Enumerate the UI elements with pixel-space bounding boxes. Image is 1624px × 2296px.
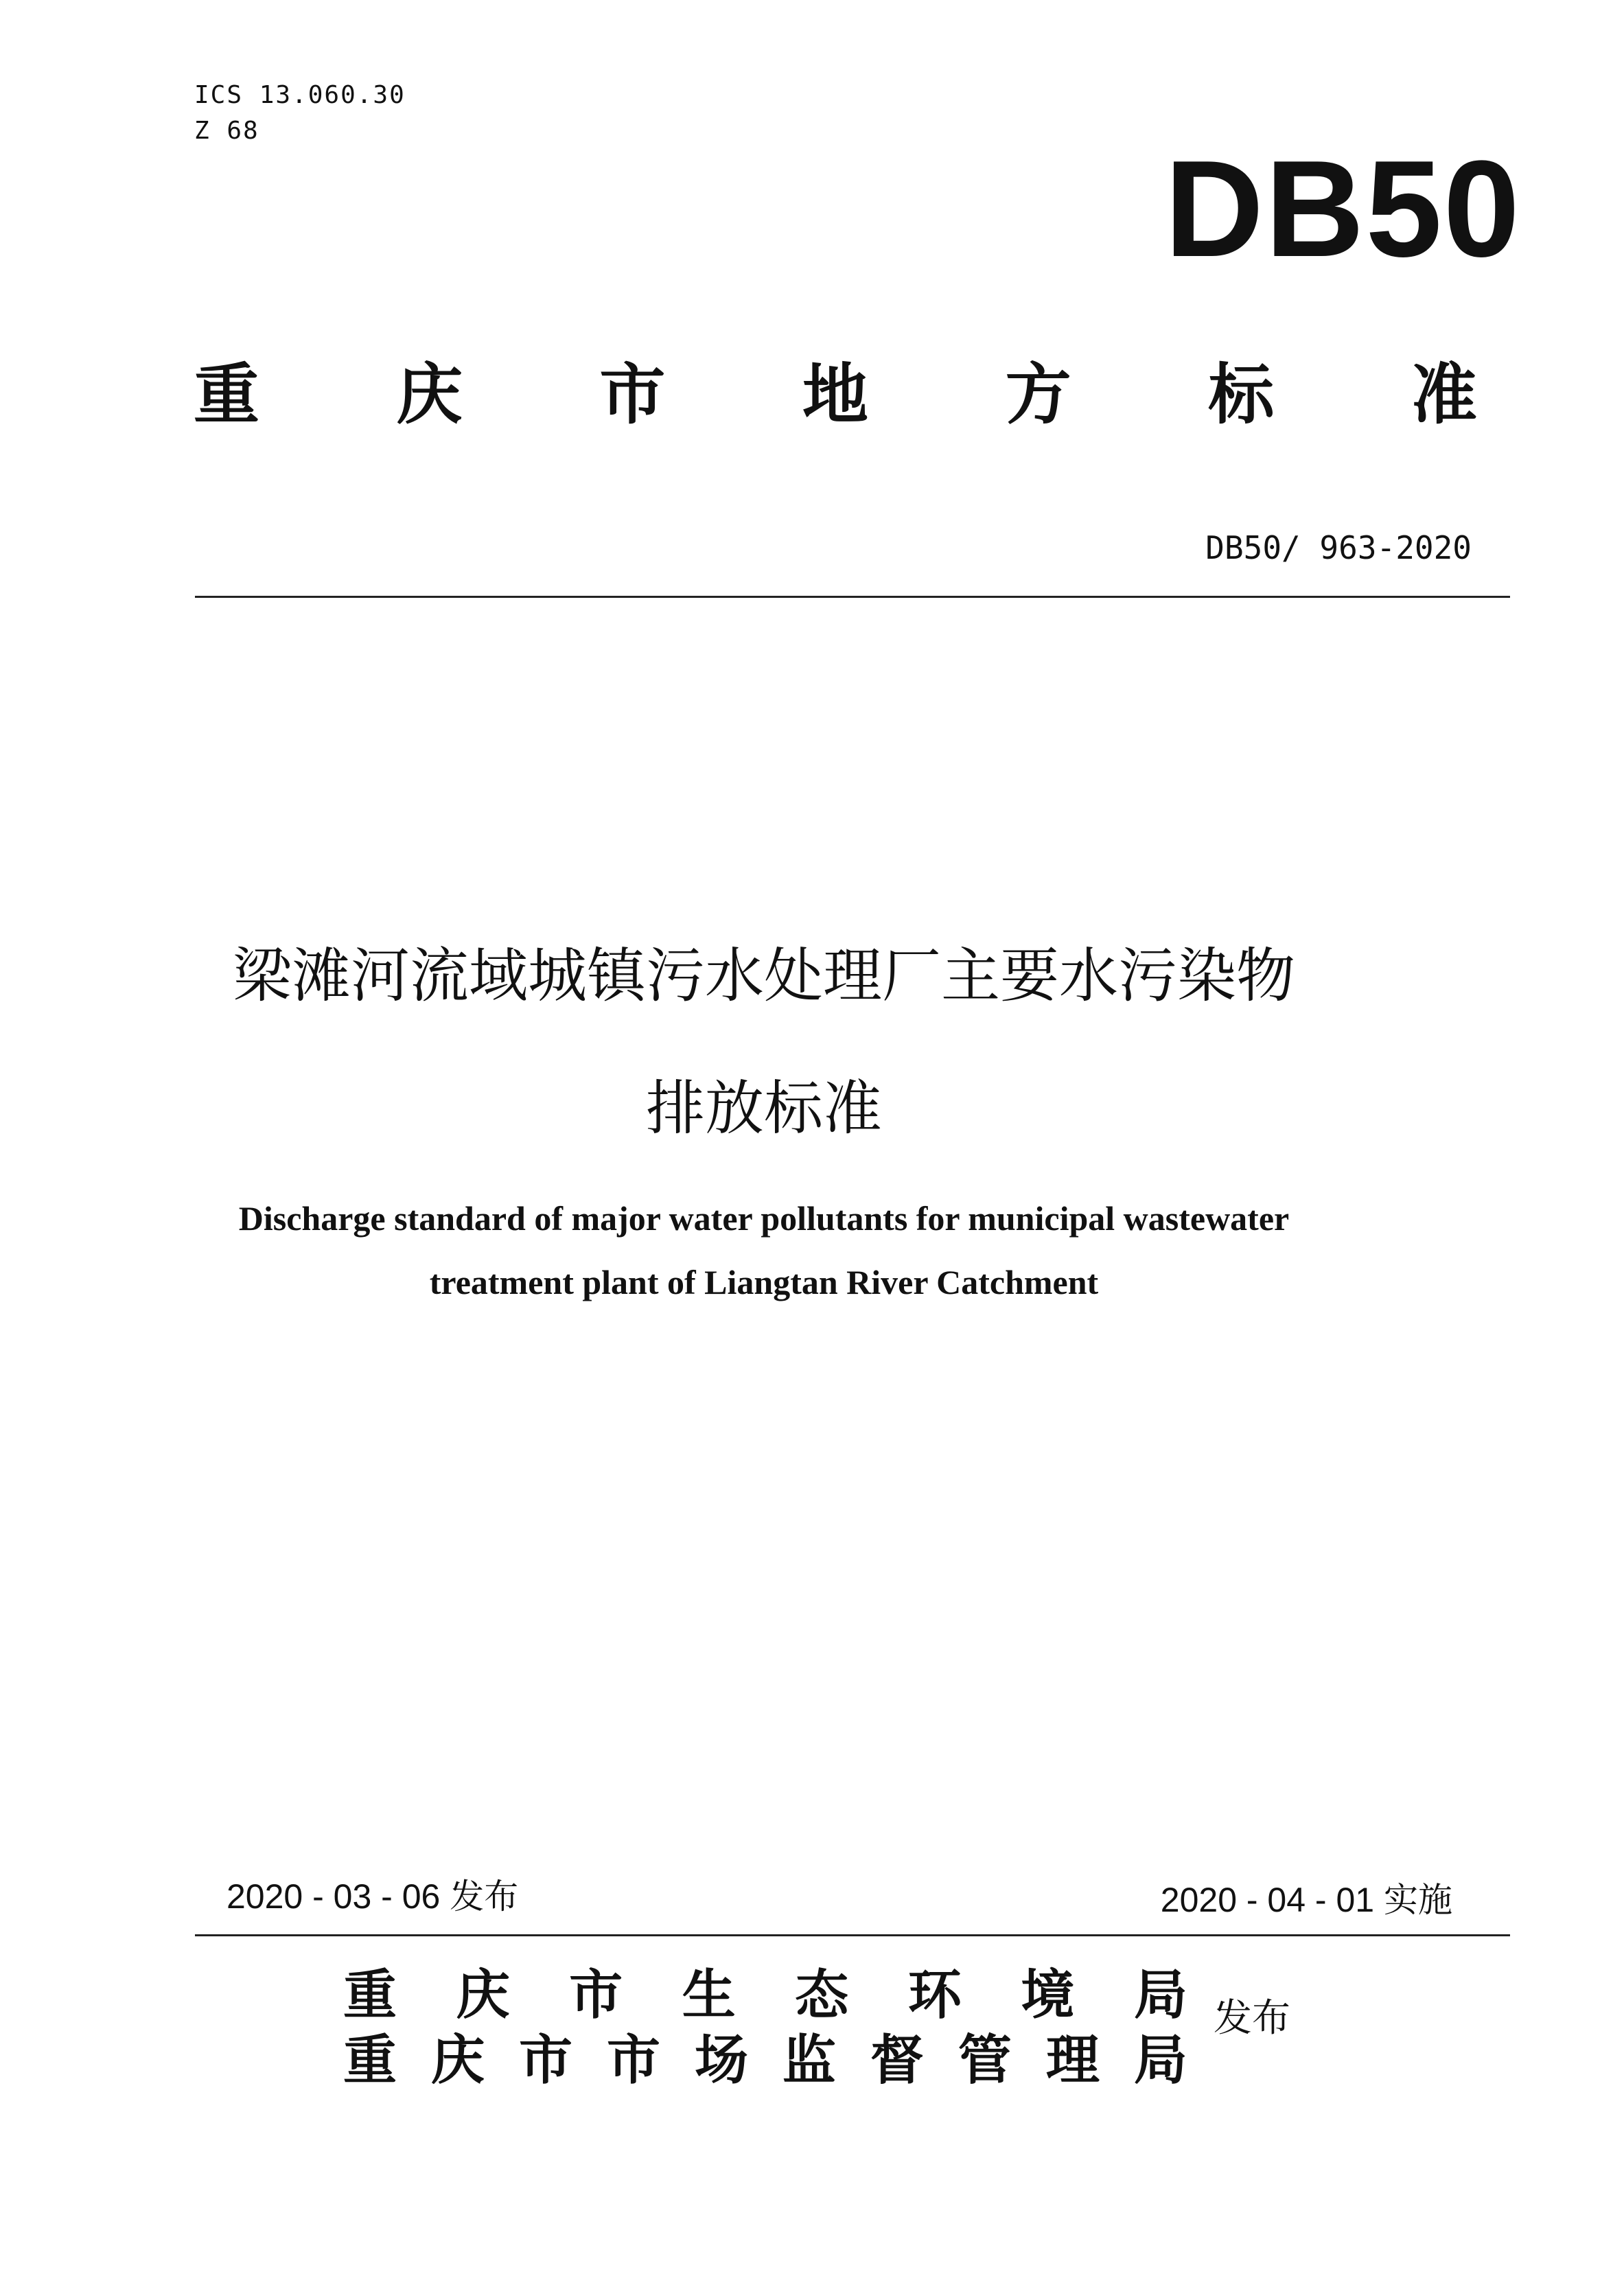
- issuer-char: 市: [518, 2030, 572, 2091]
- implementation-label: 实施: [1384, 1880, 1452, 1920]
- title-english-line1: Discharge standard of major water pollutants for municipal wastewater: [238, 1199, 1290, 1238]
- issue-date-line: [227, 1876, 518, 1917]
- ics-code: ICS 13.060.30: [194, 81, 406, 109]
- title-chinese-line2: 排放标准: [646, 1074, 882, 1143]
- bottom-divider: [195, 1934, 1510, 1936]
- issuer-char: 境: [1021, 1964, 1075, 2026]
- issue-date: 2020 - 03 - 06: [227, 1877, 441, 1916]
- issuer-char: 督: [870, 2030, 924, 2091]
- issuer-char: 局: [1133, 1964, 1187, 2026]
- issuer-char: 理: [1045, 2030, 1100, 2091]
- standard-prefix-logo: DB50: [1164, 132, 1521, 286]
- issuer-char: 重: [343, 2030, 397, 2091]
- standard-number: DB50/ 963-2020: [1205, 529, 1472, 566]
- standard-type-char: 地: [802, 356, 868, 433]
- standard-type-char: 标: [1208, 356, 1275, 433]
- standard-type-char: 庆: [396, 356, 463, 433]
- issuer-char: 局: [1133, 2030, 1187, 2091]
- issuer-char: 市: [569, 1964, 623, 2026]
- issuer-char: 庆: [456, 1964, 510, 2026]
- issuer-ecology-bureau: [343, 1964, 1187, 2026]
- issuer-char: 市: [606, 2030, 660, 2091]
- standard-type-char: 重: [194, 356, 259, 433]
- standard-type-char: 市: [599, 356, 666, 433]
- issuer-char: 监: [782, 2030, 836, 2091]
- title-chinese-line1: 梁滩河流域城镇污水处理厂主要水污染物: [233, 942, 1295, 1010]
- issue-label: 发布: [450, 1877, 519, 1916]
- top-divider: [195, 596, 1510, 598]
- issuer-char: 态: [795, 1964, 849, 2026]
- issuer-char: 重: [343, 1964, 397, 2026]
- issuer-char: 庆: [430, 2030, 485, 2091]
- title-english-line2: treatment plant of Liangtan River Catchment: [429, 1263, 1099, 1301]
- classification-code: Z 68: [194, 117, 259, 145]
- issuer-char: 环: [907, 1964, 962, 2026]
- publish-label: 发布: [1214, 1996, 1290, 2041]
- implementation-date-line: [1161, 1879, 1452, 1921]
- issuer-char: 场: [694, 2030, 748, 2091]
- standard-type-char: 方: [1005, 356, 1071, 433]
- issuer-char: 生: [682, 1964, 736, 2026]
- standard-type-char: 准: [1411, 356, 1477, 433]
- implementation-date: 2020 - 04 - 01: [1160, 1881, 1375, 1919]
- standard-type-heading: [194, 357, 1477, 432]
- issuer-char: 管: [958, 2030, 1012, 2091]
- issuer-market-supervision-bureau: [343, 2030, 1187, 2091]
